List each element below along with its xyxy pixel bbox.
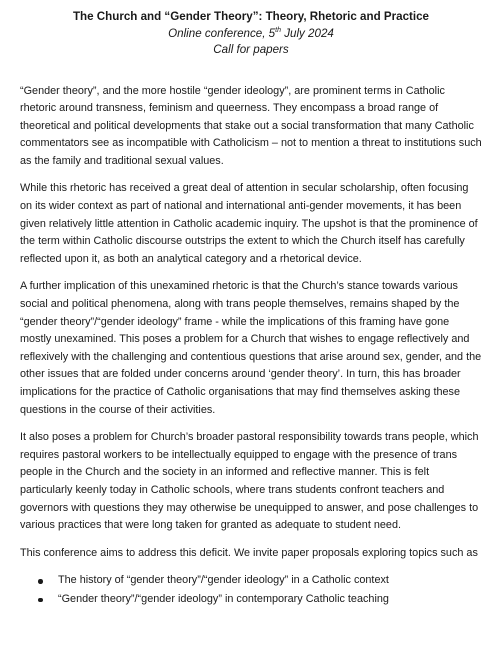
paragraph-intro: “Gender theory”, and the more hostile “gender ideology”, are prominent terms in Catholic rhetoric around transness, feminism and queerness. They encompass a broad range of theoretical and political developments that stake out a social transformation that many Catholic commentators see as incompatible with Catholicism – not to mention a threat to institutions such as the family and traditional sexual values. <box>20 84 482 167</box>
call-for-papers-label: Call for papers <box>213 43 289 56</box>
document-title: The Church and “Gender Theory”: Theory, Rhetoric and Practice <box>72 10 430 23</box>
paragraph-pastoral-responsibility: It also poses a problem for Church’s broader pastoral responsibility towards trans people, which requires pastoral workers to be intellectually equipped to engage with the presence of trans people in the Church and the society in an informed and reflective manner. This is felt particularly keenly today in Catholic schools, where trans students confront teachers and governors with questions they may otherwise be unequipped to answer, and pose challenges to various practices that were long taken for granted as adequate to student need. <box>20 431 479 532</box>
paragraph-conference-aims: This conference aims to address this deficit. We invite paper proposals exploring topics such as <box>20 546 478 559</box>
document-header <box>20 9 482 59</box>
document-body <box>20 83 482 609</box>
paragraph-further-implication: A further implication of this unexamined rhetoric is that the Church’s stance towards various social and political phenomena, along with trans people themselves, remains shaped by the “gender theory”/“gender ideology” frame - while the implications of this framing have gone mostly unexamined. This poses a problem for a Church that wishes to engage reflectively and reflexively with the challenging and contentious questions that arise around sex, gender, and the other issues that are folded under concerns around ‘gender theory’. In turn, this has broader implications for the practice of Catholic organisations that may find themselves asking these questions in the course of their activities. <box>20 280 482 416</box>
paragraph-secular-scholarship: While this rhetoric has received a great deal of attention in secular scholarship, often focusing on its wider context as part of national and international anti-gender movements, it has been given relatively little attention in Catholic academic inquiry. The upshot is that the prominence of the term within Catholic discourse outstrips the extent to which the Church itself has carefully reflected upon it, as both an analytical category and a rhetorical device. <box>20 182 478 265</box>
conference-info-prefix: Online conference, 5 <box>168 26 276 40</box>
document-page <box>20 9 482 610</box>
bullet-icon <box>38 579 43 584</box>
bullet-icon <box>38 598 43 603</box>
list-item-text: The history of “gender theory”/“gender ideology” in a Catholic context <box>58 574 389 587</box>
date-ordinal-suffix: th <box>275 26 281 34</box>
conference-info-rest: July 2024 <box>280 26 334 40</box>
list-item <box>38 591 482 609</box>
conference-info <box>20 26 482 43</box>
topic-list <box>20 572 482 608</box>
list-item-text: “Gender theory”/“gender ideology” in contemporary Catholic teaching <box>58 592 389 605</box>
list-item <box>38 572 482 590</box>
